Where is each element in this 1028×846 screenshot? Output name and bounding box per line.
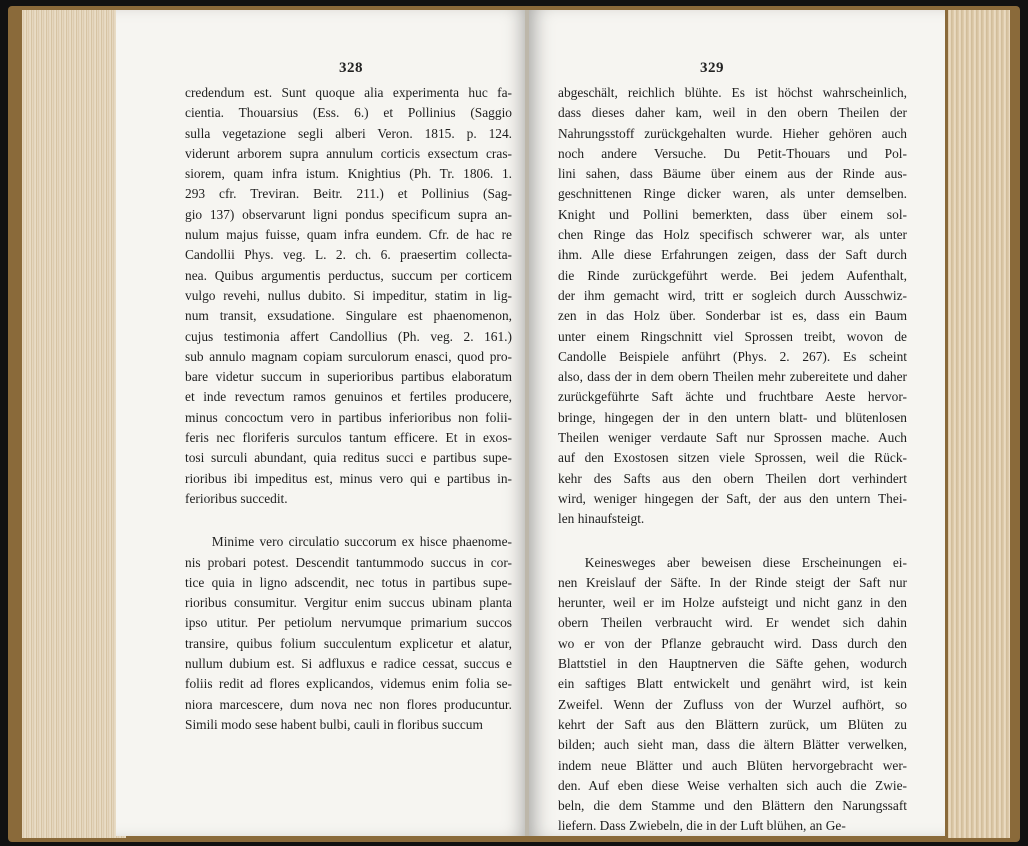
text-line: Knight und Pollini bemerkten, dass über einem sol-	[558, 206, 907, 222]
text-line: len hinaufsteigt.	[558, 511, 645, 527]
text-line: zurückgeführte Saft ächte und fruchtbare Aeste hervor-	[558, 389, 907, 405]
text-line: wo er von der Pflanze gebraucht wird. Dass durch den	[558, 635, 907, 651]
paragraph	[185, 83, 512, 509]
page-edges-left	[22, 10, 126, 838]
text-line: tice quia in ligno adscendit, nec totus in partibus supe-	[185, 574, 512, 590]
text-line: cujus testimonia affert Candollius (Ph. veg. 2. 161.)	[185, 328, 512, 344]
text-line: Keinesweges aber beweisen diese Erscheinungen ei-	[584, 554, 907, 570]
text-line: herunter, weil er im Holze aufsteigt und nicht ganz in den	[558, 595, 907, 611]
text-line: Nahrungsstoff zurückgehalten wurde. Hieher gehören auch	[558, 125, 907, 141]
paragraph	[558, 83, 907, 530]
text-line: Candollii Phys. veg. L. 2. ch. 6. praesertim collecta-	[185, 247, 512, 263]
text-line: den. Auf eben diese Weise verhalten sich auch die Zwie-	[558, 777, 907, 793]
text-line: num transit, exsudatione. Singulare est phaenomenon,	[185, 308, 512, 324]
text-line: abgeschält, reichlich blühte. Es ist höchst wahrscheinlich,	[558, 85, 907, 100]
paragraph-gap	[558, 530, 907, 553]
right-page-text	[558, 83, 907, 837]
text-line: obern Theilen verbraucht wird. Er wendet sich dahin	[558, 615, 907, 631]
text-line: indem neue Blätter und auch Blüten hervorgebracht wer-	[558, 757, 907, 773]
text-line: ipso utitur. Per petiolum nervumque primarium succos	[185, 615, 512, 631]
text-line: bilden; auch sieht man, dass die ältern Blätter verwelken,	[558, 737, 907, 753]
text-line: unter einem Ringschnitt viel Sprossen treibt, wovon de	[558, 328, 907, 344]
text-line: nulum majus fuisse, quam infra eundem. Cfr. de hac re	[185, 227, 512, 243]
text-line: rioribus consumitur. Vergitur enim succus ubinam planta	[185, 595, 512, 611]
text-line: wird, weniger hingegen der Saft, der aus den untern Thei-	[558, 490, 907, 506]
text-line: viderunt arborem supra annulum corticis exsectum cras-	[185, 145, 512, 161]
text-line: credendum est. Sunt quoque alia experimenta huc fa-	[185, 85, 512, 100]
text-line: Simili modo sese habent bulbi, cauli in floribus succum	[185, 716, 483, 732]
text-line: bare videtur succum in superioribus partibus elaboratum	[185, 369, 512, 385]
text-line: nea. Quibus argumentis perductus, succum per corticem	[185, 267, 512, 283]
text-line: ihm. Alle diese Erfahrungen zeigen, dass der Saft durch	[558, 247, 907, 263]
text-line: bringe, hingegen der in den untern blatt- und blütenlosen	[558, 409, 907, 425]
text-line: nullum dubium est. Si adfluxus e radice cessat, succus e	[185, 656, 512, 672]
paragraph	[558, 553, 907, 837]
text-line: liefern. Dass Zwiebeln, die in der Luft blühen, an Ge-	[558, 818, 846, 834]
right-page-number: 329	[700, 60, 724, 76]
text-line: vulgo revehi, nullus dubito. Si impeditur, statim in lig-	[185, 287, 512, 303]
text-line: sub annulo magnam copiam surculorum enasci, quod pro-	[185, 348, 512, 364]
text-line: die Rinde zurückgeführt werde. Bei jedem Aufenthalt,	[558, 267, 907, 283]
text-line: Zweifel. Wenn der Zufluss von der Wurzel aufhört, so	[558, 696, 907, 712]
text-line: beln, die dem Stamme und den Blättern den Narungssaft	[558, 798, 907, 814]
text-line: kehrt der Saft aus den Blättern zurück, um Blüten zu	[558, 716, 907, 732]
text-line: ein saftiges Blatt entwickelt und genährt wird, ist kein	[558, 676, 907, 692]
text-line: auf den Exostosen sitzen viele Sprossen, weil die Rück-	[558, 450, 907, 466]
text-line: nen Kreislauf der Säfte. In der Rinde steigt der Saft nur	[558, 574, 907, 590]
text-line: Minime vero circulatio succorum ex hisce phaenome-	[211, 534, 512, 550]
text-line: chen Ringe das Holz specifisch schwerer war, als unter	[558, 227, 907, 243]
text-line: tosi surculi abundant, quia reditus succi e partibus supe-	[185, 450, 512, 466]
text-line: minus concoctum vero in partibus inferioribus non folii-	[185, 409, 512, 425]
page-edges-right	[948, 10, 1010, 838]
text-line: der ihm gemacht wird, tritt er sogleich durch Ausschwiz-	[558, 287, 907, 303]
text-line: zen in das Holz über. Sonderbar ist es, dass ein Baum	[558, 308, 907, 324]
text-line: et inde revectum ramos genuinos et fertiles producere,	[185, 389, 512, 405]
left-page-text	[185, 83, 512, 735]
text-line: Blattstiel in den Hauptnerven die Säfte gehen, wodurch	[558, 656, 907, 672]
text-line: lini sahen, dass Bäume über einem aus der Rinde aus-	[558, 166, 907, 182]
text-line: Candolle Beispiele anführt (Phys. 2. 267). Es scheint	[558, 348, 907, 364]
paragraph	[185, 532, 512, 735]
text-line: kehr des Safts aus den obern Theilen dort verhindert	[558, 470, 907, 486]
text-line: noch andere Versuche. Du Petit-Thouars und Pol-	[558, 145, 907, 161]
text-line: foliis redit ad flores explicandos, videmus enim folia se-	[185, 676, 512, 692]
text-line: feris nec floriferis surculos tantum efficere. Et in exos-	[185, 430, 512, 446]
paragraph-gap	[185, 509, 512, 532]
right-page	[529, 10, 945, 836]
text-line: cientia. Thouarsius (Ess. 6.) et Pollinius (Saggio	[185, 105, 512, 121]
text-line: niora marcescere, dum nova nec non flores producuntur.	[185, 696, 512, 712]
text-line: gio 137) observarunt ligni pondus specificum supra an-	[185, 206, 512, 222]
text-line: sulla vegetazione segli alberi Veron. 1815. p. 124.	[185, 125, 512, 141]
text-line: dass dieses daher kam, weil in den obern Theilen der	[558, 105, 907, 121]
text-line: geschnittenen Ringe dicker waren, als unter demselben.	[558, 186, 907, 202]
text-line: ferioribus succedit.	[185, 490, 288, 506]
text-line: siorem, quam infra istum. Knightius (Ph. Tr. 1806. 1.	[185, 166, 512, 182]
text-line: transire, quibus folium succulentum explicetur et alatur,	[185, 635, 512, 651]
text-line: also, dass der in dem obern Theilen mehr zubereitete und daher	[558, 369, 907, 385]
text-line: Theilen weniger verdaute Saft nur Sprossen mache. Auch	[558, 430, 907, 446]
left-page	[116, 10, 528, 836]
left-page-number: 328	[339, 60, 363, 76]
text-line: nis probari potest. Descendit tantummodo succus in cor-	[185, 554, 512, 570]
text-line: rioribus ibi impeditus est, minus vero qui e partibus in-	[185, 470, 512, 486]
text-line: 293 cfr. Treviran. Beitr. 211.) et Pollinius (Sag-	[185, 186, 512, 202]
